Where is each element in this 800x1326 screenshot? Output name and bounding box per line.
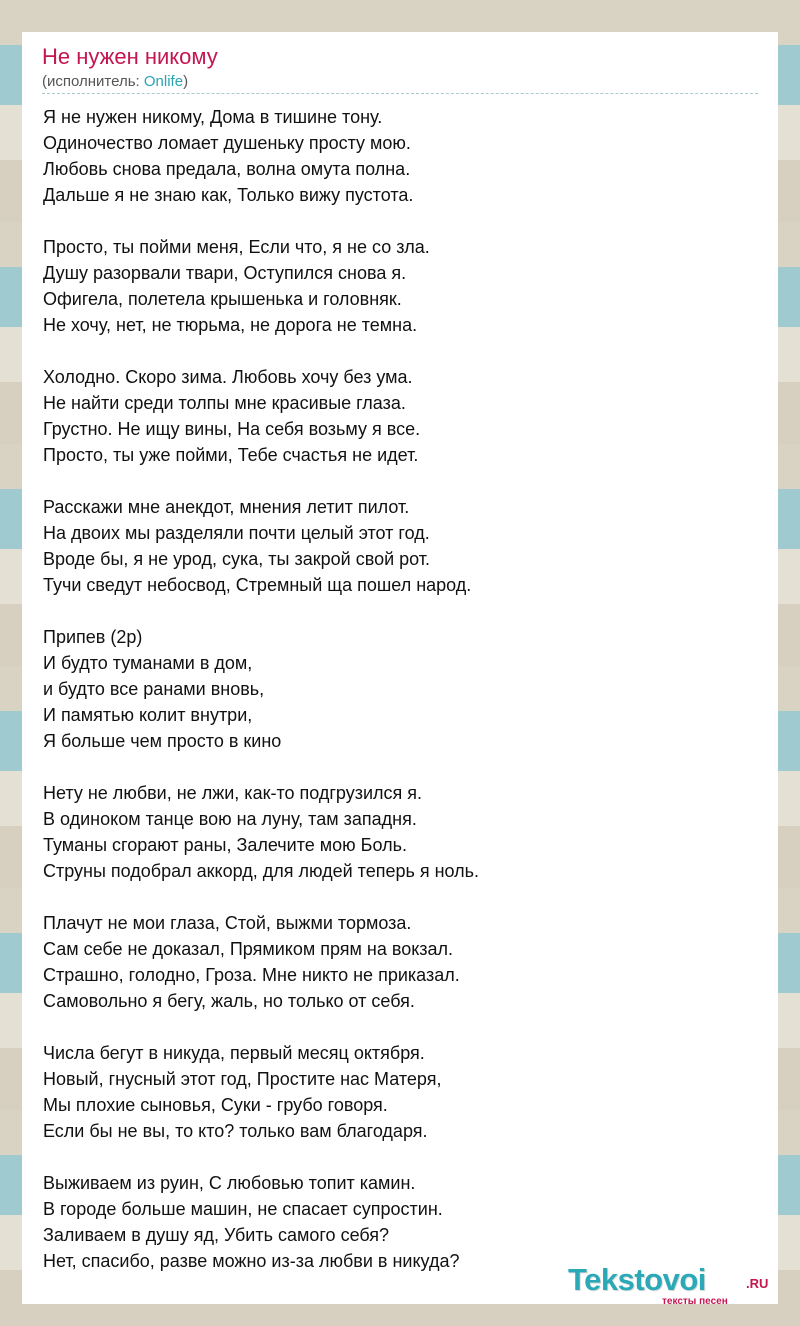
lyric-line: Душу разорвали твари, Оступился снова я. xyxy=(43,263,407,283)
lyric-line: Припев (2р) xyxy=(43,627,143,647)
stanza xyxy=(43,624,763,754)
lyric-line: Если бы не вы, то кто? только вам благодаря. xyxy=(43,1121,428,1141)
lyric-line: Выживаем из руин, С любовью топит камин. xyxy=(43,1173,416,1193)
stanza xyxy=(43,1040,763,1144)
lyric-line: Дальше я не знаю как, Только вижу пустота. xyxy=(43,185,414,205)
lyric-line: Вроде бы, я не урод, сука, ты закрой свой рот. xyxy=(43,549,431,569)
lyric-line: Я не нужен никому, Дома в тишине тону. xyxy=(43,107,383,127)
lyrics-card xyxy=(22,32,778,1307)
lyric-line: и будто все ранами вновь, xyxy=(43,679,265,699)
lyric-line: Я больше чем просто в кино xyxy=(43,731,282,751)
lyric-line: Одиночество ломает душеньку просту мою. xyxy=(43,133,411,153)
logo-tld: .RU xyxy=(746,1276,769,1291)
lyric-line: Мы плохие сыновья, Суки - грубо говоря. xyxy=(43,1095,388,1115)
lyric-line: Сам себе не доказал, Прямиком прям на вокзал. xyxy=(43,939,454,959)
lyric-line: Не хочу, нет, не тюрьма, не дорога не темна. xyxy=(43,315,418,335)
lyric-line: Туманы сгорают раны, Залечите мою Боль. xyxy=(43,835,407,855)
stanza xyxy=(43,104,763,208)
stanza xyxy=(43,1170,763,1274)
lyric-line: И памятью колит внутри, xyxy=(43,705,253,725)
lyric-line: Новый, гнусный этот год, Простите нас Матеря, xyxy=(43,1069,442,1089)
stanza xyxy=(43,910,763,1014)
lyric-line: Струны подобрал аккорд, для людей теперь я ноль. xyxy=(43,861,480,881)
title-divider xyxy=(42,93,758,94)
stanza xyxy=(43,234,763,338)
lyric-line: И будто туманами в дом, xyxy=(43,653,253,673)
artist-link[interactable]: Onlife xyxy=(143,73,184,90)
lyric-line: Страшно, голодно, Гроза. Мне никто не приказал. xyxy=(43,965,460,985)
lyric-line: В городе больше машин, не спасает супростин. xyxy=(43,1199,443,1219)
artist-byline xyxy=(42,73,188,90)
logo-tagline: тексты песен xyxy=(662,1296,728,1307)
stanza xyxy=(43,494,763,598)
lyric-line: Нету не любви, не лжи, как-то подгрузился я. xyxy=(43,783,423,803)
lyric-line: Самовольно я бегу, жаль, но только от себя. xyxy=(43,991,415,1011)
lyric-line: На двоих мы разделяли почти целый этот год. xyxy=(43,523,430,543)
byline-prefix: (исполнитель: xyxy=(42,73,144,90)
song-title: Не нужен никому xyxy=(42,44,218,69)
lyric-line: Просто, ты уже пойми, Тебе счастья не идет. xyxy=(43,445,419,465)
lyric-line: Любовь снова предала, волна омута полна. xyxy=(43,159,411,179)
lyric-line: В одиноком танце вою на луну, там западня. xyxy=(43,809,417,829)
lyric-line: Грустно. Не ищу вины, На себя возьму я все. xyxy=(43,419,421,439)
lyric-line: Холодно. Скоро зима. Любовь хочу без ума. xyxy=(43,367,413,387)
logo-name: Tekstovoi xyxy=(568,1262,706,1297)
site-logo[interactable] xyxy=(568,1262,778,1306)
lyric-line: Тучи сведут небосвод, Стремный ща пошел народ. xyxy=(43,575,472,595)
lyric-line: Расскажи мне анекдот, мнения летит пилот. xyxy=(43,497,410,517)
stanza xyxy=(43,780,763,884)
lyric-line: Числа бегут в никуда, первый месяц октября. xyxy=(43,1043,425,1063)
lyric-line: Плачут не мои глаза, Стой, выжми тормоза. xyxy=(43,913,412,933)
lyric-line: Не найти среди толпы мне красивые глаза. xyxy=(43,393,406,413)
lyric-line: Офигела, полетела крышенька и головняк. xyxy=(43,289,402,309)
lyric-line: Нет, спасибо, разве можно из-за любви в никуда? xyxy=(43,1251,460,1271)
lyric-line: Просто, ты пойми меня, Если что, я не со зла. xyxy=(43,237,430,257)
byline-suffix: ) xyxy=(183,73,189,90)
lyrics-body xyxy=(43,104,763,1274)
lyric-line: Заливаем в душу яд, Убить самого себя? xyxy=(43,1225,390,1245)
stanza xyxy=(43,364,763,468)
